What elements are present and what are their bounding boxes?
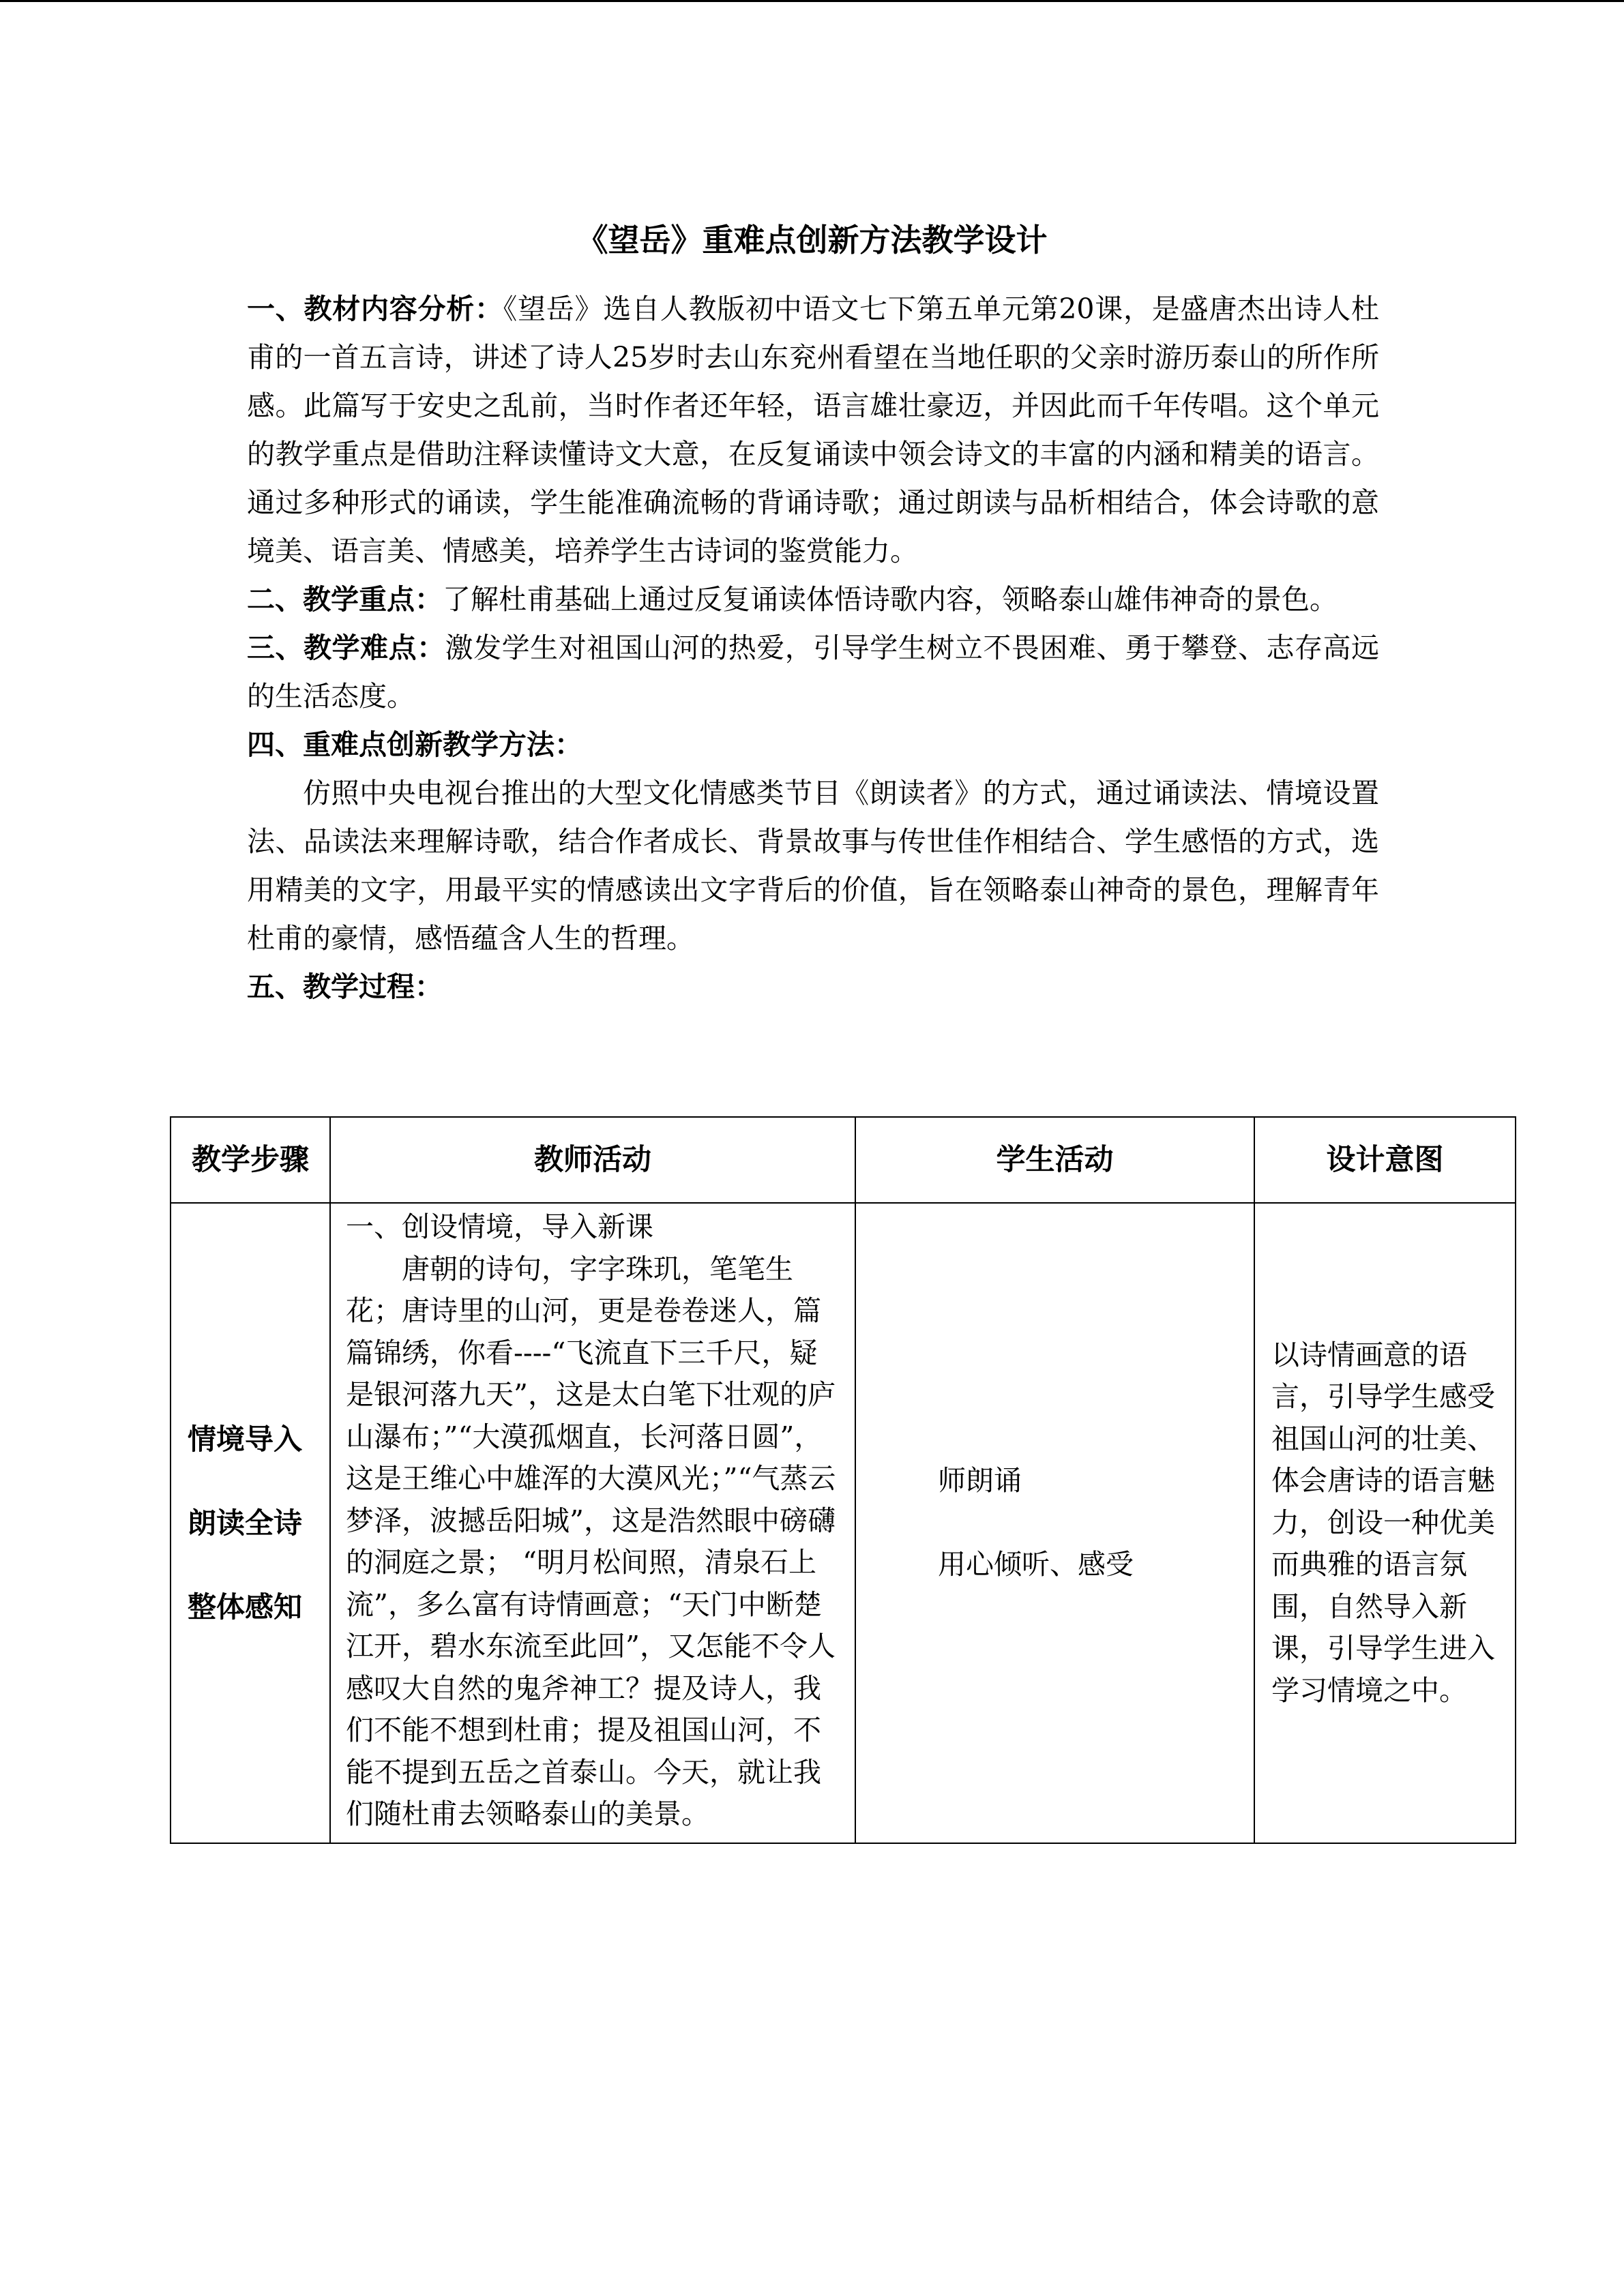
section-heading: 二、教学重点： [247, 583, 443, 616]
header-intent: 设计意图 [1254, 1117, 1516, 1203]
section-heading: 五、教学过程： [247, 970, 443, 1003]
step-label: 情境导入 [188, 1422, 303, 1456]
section-text: 《望岳》选自人教版初中语文七下第五单元第20课，是盛唐杰出诗人杜甫的一首五言诗，讲述了诗人25岁时去山东兖州看望在当地任职的父亲时游历泰山的所作所感。此篇写于安史之乱前，当时作者还年轻，语言雄壮豪迈，并因此而千年传唱。这个单元的教学重点是借助注释读懂诗文大意，在反复诵读中领会诗文的丰富的内涵和精美的语言。通过多种形式的诵读，学生能准确流畅的背诵诗歌；通过朗读与品析相结合，体会诗歌的意境美、语言美、情感美，培养学生古诗词的鉴赏能力。 [247, 293, 1380, 567]
section-methods [247, 721, 1379, 769]
student-activity-item: 师朗诵 [938, 1463, 1022, 1497]
page-title: 《望岳》重难点创新方法教学设计 [576, 222, 1048, 258]
section-heading: 三、教学难点： [247, 631, 445, 664]
page-top-rule [0, 0, 1624, 2]
document-body [247, 285, 1379, 1011]
student-activity-cell [855, 1203, 1254, 1843]
step-cell [171, 1203, 330, 1843]
process-table [170, 1116, 1516, 1844]
section-key-points [247, 576, 1379, 624]
section-difficulties [247, 624, 1379, 721]
header-teacher: 教师活动 [330, 1117, 855, 1203]
section-text: 了解杜甫基础上通过反复诵读体悟诗歌内容，领略泰山雄伟神奇的景色。 [443, 583, 1338, 616]
section-heading: 四、重难点创新教学方法： [247, 728, 582, 761]
section-heading: 一、教材内容分析： [247, 293, 503, 325]
header-step: 教学步骤 [171, 1117, 330, 1203]
header-student: 学生活动 [855, 1117, 1254, 1203]
table-header-row [171, 1117, 1516, 1203]
section-process [247, 963, 1379, 1011]
section-analysis [247, 285, 1379, 576]
step-label: 整体感知 [188, 1590, 303, 1624]
process-table-wrapper [170, 1116, 1495, 1844]
table-row [171, 1203, 1516, 1843]
step-label: 朗读全诗 [188, 1506, 303, 1540]
student-activity-item: 用心倾听、感受 [938, 1548, 1134, 1581]
section-text: 仿照中央电视台推出的大型文化情感类节目《朗读者》的方式，通过诵读法、情境设置法、品读法来理解诗歌，结合作者成长、背景故事与传世佳作相结合、学生感悟的方式，选用精美的文字，用最平实的情感读出文字背后的价值，旨在领略泰山神奇的景色，理解青年杜甫的豪情，感悟蕴含人生的哲理。 [247, 777, 1379, 955]
teacher-activity-text: 唐朝的诗句，字字珠玑，笔笔生花；唐诗里的山河，更是卷卷迷人，篇篇锦绣，你看----“飞流直下三千尺，疑是银河落九天”，这是太白笔下壮观的庐山瀑布；”“大漠孤烟直，长河落日圆”，这是王维心中雄浑的大漠风光；”“气蒸云梦泽，波撼岳阳城”，这是浩然眼中磅礴的洞庭之景； “明月松间照，清泉石上流”，多么富有诗情画意；“天门中断楚江开，碧水东流至此回”，又怎能不令人感叹大自然的鬼斧神工？提及诗人，我们不能不想到杜甫；提及祖国山河，不能不提到五岳之首泰山。今天，就让我们随杜甫去领略泰山的美景。 [346, 1252, 836, 1830]
design-intent-cell: 以诗情画意的语言，引导学生感受祖国山河的壮美、体会唐诗的语言魅力，创设一种优美而典雅的语言氛围，自然导入新课，引导学生进入学习情境之中。 [1254, 1203, 1516, 1843]
teacher-activity-cell [330, 1203, 855, 1843]
section-text: 激发学生对祖国山河的热爱，引导学生树立不畏困难、勇于攀登、志存高远的生活态度。 [247, 631, 1380, 713]
teacher-activity-title: 一、创设情境，导入新课 [346, 1210, 653, 1243]
section-methods-body [247, 769, 1379, 963]
